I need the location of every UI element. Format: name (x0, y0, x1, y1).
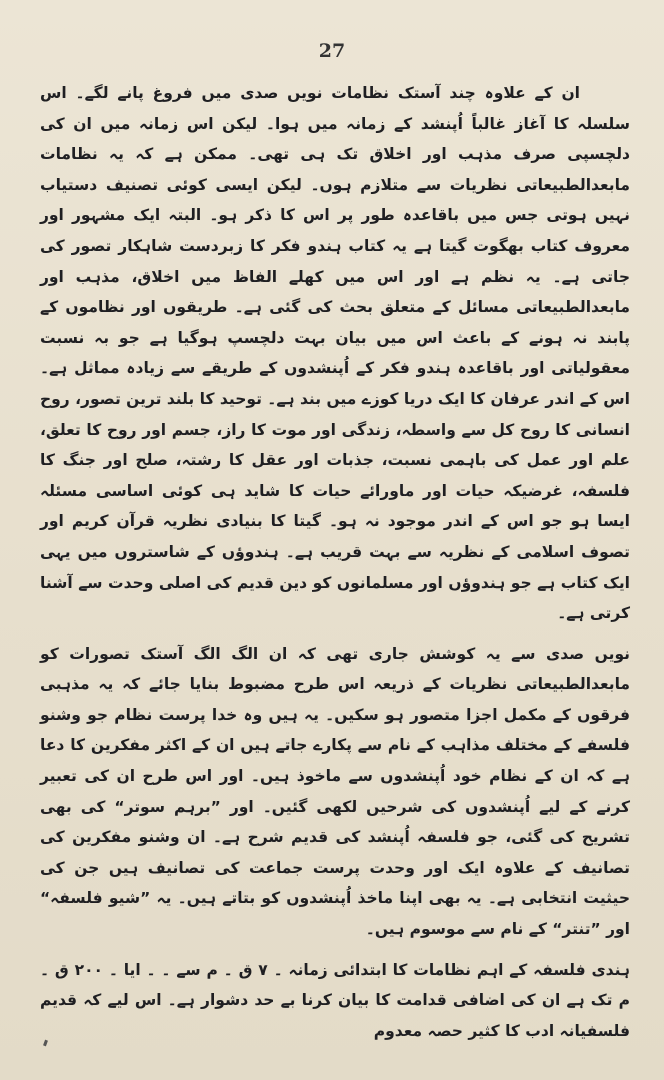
paragraph: نویں صدی سے یہ کوشش جاری تھی کہ ان الگ الگ آستک تصورات کو مابعدالطبیعاتی نظریات کے ذریعہ اس طرح مضبوط بنایا جائے کہ یہ مذہبی فرقوں کے مکمل اجزا متصور ہو سکیں۔ یہ ہیں وہ خدا پرست نظام جو وشنو فلسفے کے مختلف مذاہب کے نام سے پکارے جاتے ہیں ان کے اکثر مفکرین کا دعا ہے کہ ان کے نظام خود اُپنشدوں سے ماخوذ ہیں۔ اور اس طرح ان کی تعبیر کرنے کے لیے اُپنشدوں کی شرحیں لکھی گئیں۔ اور ”برہم سوتر“ کی بھی تشریح کی گئی، جو فلسفہ اُپنشد کی قدیم شرح ہے۔ ان وشنو مفکرین کی تصانیف کے علاوہ ایک اور وحدت پرست جماعت کی تصانیف ہیں جن کی حیثیت انتخابی ہے۔ یہ بھی اپنا ماخذ اُپنشدوں کو بتاتے ہیں۔ یہ ”شیو فلسفہ“ اور ”تنتر“ کے نام سے موسوم ہیں۔ (40, 644, 630, 939)
page-number: 27 (318, 40, 346, 62)
paragraph: ان کے علاوہ چند آستک نظامات نویں صدی میں فروغ پانے لگے۔ اس سلسلہ کا آغاز غالباً اُپنشد کے زمانہ میں ہوا۔ لیکن اس زمانہ میں ان کی دلچسپی صرف مذہب اور اخلاق تک ہی تھی۔ ممکن ہے کہ یہ نظامات مابعدالطبیعاتی نظریات سے متلازم ہوں۔ لیکن ایسی کوئی تصنیف دستیاب نہیں ہوتی جس میں باقاعدہ طور پر اس کا ذکر ہو۔ البتہ ایک مشہور اور معروف کتاب بھگوت گیتا ہے یہ کتاب ہندو فکر کا زبردست شاہکار تصور کی جاتی ہے۔ یہ نظم ہے اور اس میں کھلے الفاظ میں اخلاق، مذہب اور مابعدالطبیعاتی مسائل کے متعلق بحث کی گئی ہے۔ طریقوں اور نظاموں کے پابند نہ ہونے کے باعث اس میں بیان بہت دلچسپ ہوگیا ہے جو بہ نسبت معقولیاتی اور باقاعدہ ہندو فکر کے اُپنشدوں کے طریقے سے زیادہ مماثل ہے۔ اس کے اندر عرفان کا ایک دریا کوزے میں بند ہے۔ توحید کا بلند ترین تصور، روح انسانی کا روح کل سے واسطہ، زندگی اور موت کا راز، جسم اور روح کا تعلق، علم اور عمل کی باہمی نسبت، جذبات اور عقل کا رشتہ، صلح اور جنگ کا فلسفہ، غرضیکہ حیات اور ماورائے حیات کا شاید ہی کوئی اساسی مسئلہ ایسا ہو جو اس کے اندر موجود نہ ہو۔ گیتا کا بنیادی نظریہ قرآن کریم اور تصوف اسلامی کے نظریہ سے بہت قریب ہے۔ ہندوؤں کے شاستروں میں یہی ایک کتاب ہے جو ہندوؤں اور مسلمانوں کو دین قدیم کی اصلی وحدت سے آشنا کرتی ہے۔ (40, 84, 630, 623)
body-text (40, 78, 630, 1046)
paragraph: ہندی فلسفہ کے اہم نظامات کا ابتدائی زمانہ ۔ ۷ ق ۔ م سے ۔ ۔ ایا ۔ ۲۰۰ ق ۔ م تک ہے ان کی اضافی قدامت کا بیان کرنا بے حد دشوار ہے۔ اس لیے کہ قدیم فلسفیانہ ادب کا کثیر حصہ معدوم (40, 960, 631, 1040)
